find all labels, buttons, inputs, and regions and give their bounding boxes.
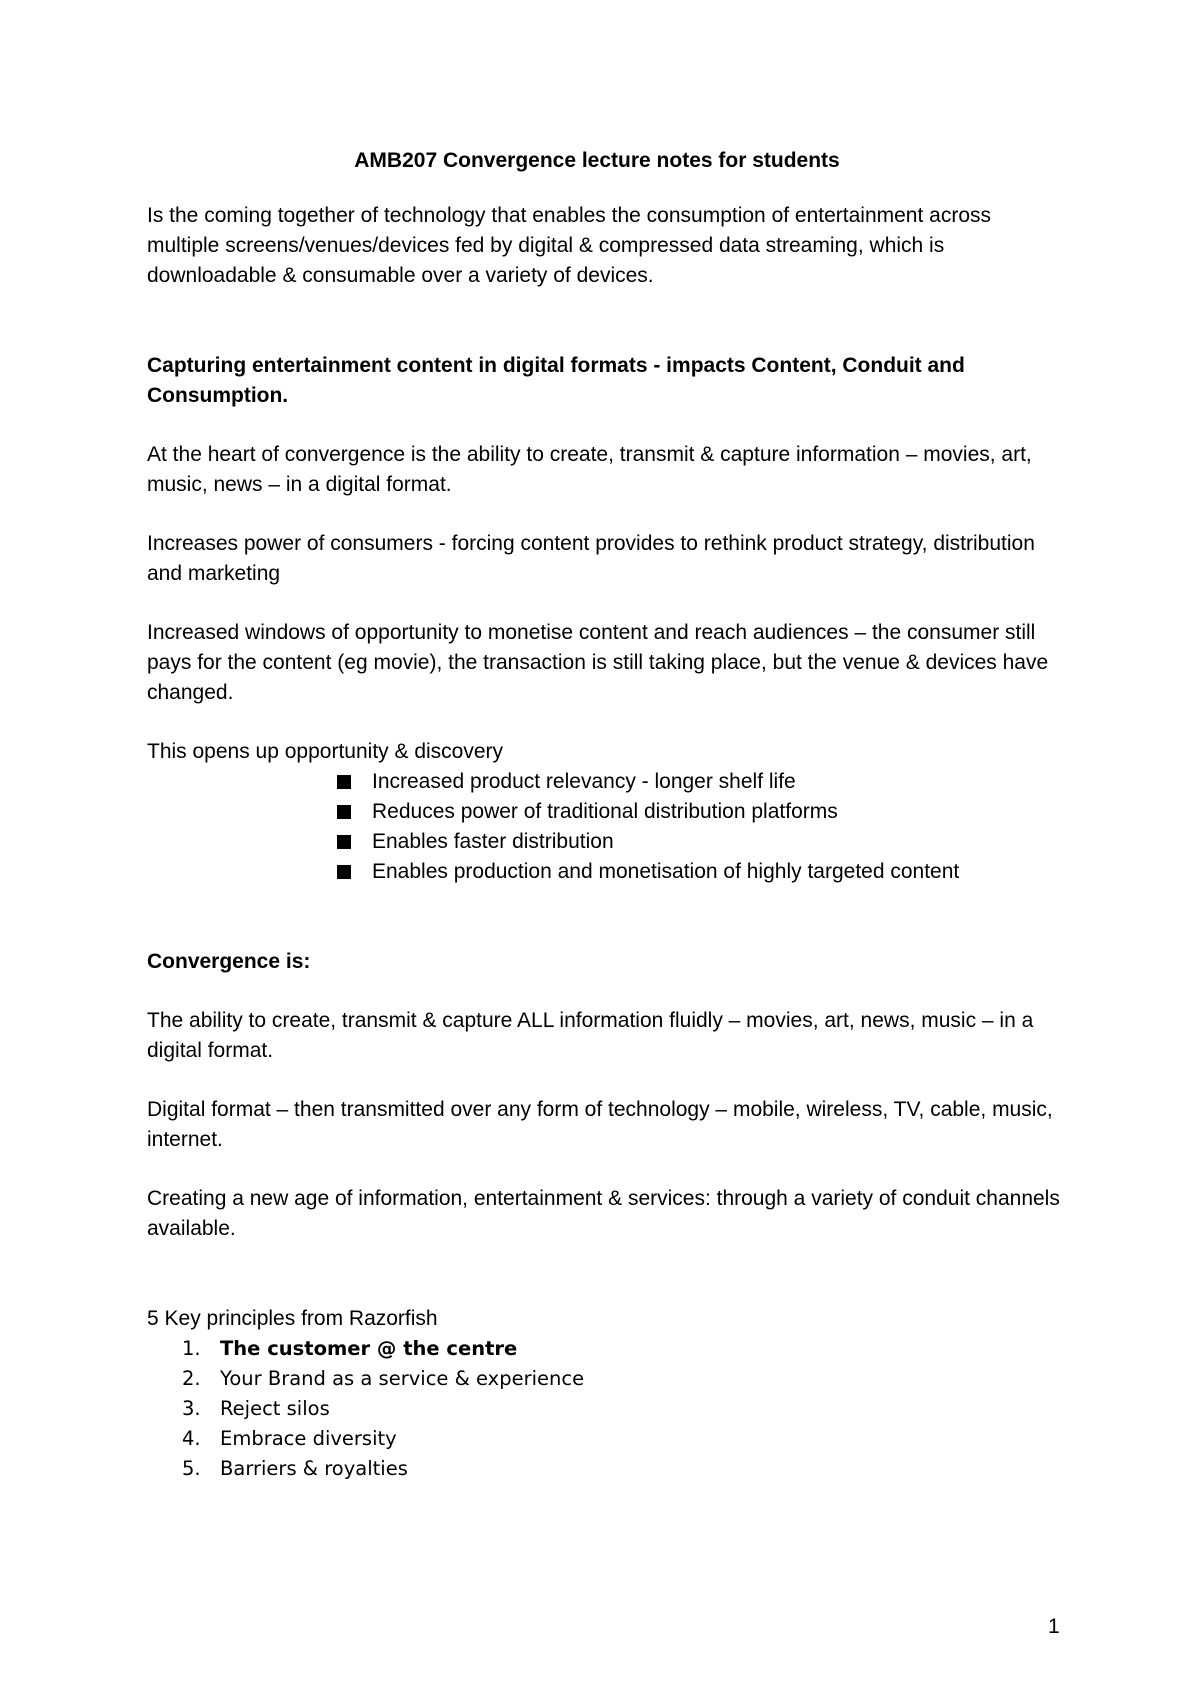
list-item-text: Enables production and monetisation of highly targeted content xyxy=(372,860,960,883)
paragraph-heart-of-convergence: At the heart of convergence is the ability to create, transmit & capture information – movies, art, music, news – in a digital format. xyxy=(147,443,1032,496)
list-item-text: Reduces power of traditional distribution platforms xyxy=(372,800,838,823)
list-item xyxy=(182,1394,1067,1424)
spacer xyxy=(147,1244,1067,1304)
paragraph-digital-format: Digital format – then transmitted over any form of technology – mobile, wireless, TV, cable, music, internet. xyxy=(147,1098,1053,1151)
paragraph-power-of-consumers: Increases power of consumers - forcing content provides to rethink product strategy, distribution and marketing xyxy=(147,532,1035,585)
list-item xyxy=(337,797,1067,827)
spacer xyxy=(147,977,1067,1006)
opportunity-bullet-list xyxy=(147,767,1067,887)
list-item xyxy=(337,857,1067,887)
section-heading-convergence-is: Convergence is: xyxy=(147,950,311,973)
list-item-text: Embrace diversity xyxy=(220,1427,397,1450)
list-number: 5. xyxy=(182,1457,201,1480)
document-body xyxy=(147,146,1067,1484)
list-item-text: Barriers & royalties xyxy=(220,1457,408,1480)
list-item xyxy=(337,827,1067,857)
spacer xyxy=(147,500,1067,529)
paragraph-new-age: Creating a new age of information, entertainment & services: through a variety of conduit channels available. xyxy=(147,1187,1060,1240)
spacer xyxy=(147,708,1067,737)
list-item-text: Your Brand as a service & experience xyxy=(220,1367,585,1390)
section-heading-capturing: Capturing entertainment content in digital formats - impacts Content, Conduit and Consumption. xyxy=(147,354,965,407)
square-bullet-icon xyxy=(337,835,351,849)
list-number: 3. xyxy=(182,1397,201,1420)
spacer xyxy=(147,411,1067,440)
list-item-text: Enables faster distribution xyxy=(372,830,614,853)
list-number: 1. xyxy=(182,1337,201,1360)
list-item xyxy=(182,1364,1067,1394)
list-item-text: The customer @ the centre xyxy=(220,1337,518,1360)
spacer xyxy=(147,1155,1067,1184)
paragraph-windows-of-opportunity: Increased windows of opportunity to monetise content and reach audiences – the consumer still pays for the content (eg movie), the transaction is still taking place, but the venue & devices have changed. xyxy=(147,621,1049,704)
paragraph-opens-up: This opens up opportunity & discovery xyxy=(147,740,504,763)
list-item-text: Reject silos xyxy=(220,1397,330,1420)
square-bullet-icon xyxy=(337,865,351,879)
list-item xyxy=(182,1334,1067,1364)
square-bullet-icon xyxy=(337,805,351,819)
list-item xyxy=(182,1454,1067,1484)
principles-list xyxy=(147,1334,1067,1484)
list-item xyxy=(337,767,1067,797)
page-number: 1 xyxy=(1048,1615,1060,1638)
paragraph-ability-fluidly: The ability to create, transmit & capture ALL information fluidly – movies, art, news, music – in a digital format. xyxy=(147,1009,1034,1062)
square-bullet-icon xyxy=(337,775,351,789)
spacer xyxy=(147,887,1067,947)
list-item xyxy=(182,1424,1067,1454)
spacer xyxy=(147,291,1067,351)
intro-paragraph: Is the coming together of technology that enables the consumption of entertainment across multiple screens/venues/devices fed by digital & compressed data streaming, which is downloadable & consumable over a variety of devices. xyxy=(147,204,992,287)
spacer xyxy=(147,589,1067,618)
list-item-text: Increased product relevancy - longer shelf life xyxy=(372,770,796,793)
list-number: 2. xyxy=(182,1367,201,1390)
principles-heading: 5 Key principles from Razorfish xyxy=(147,1307,438,1330)
document-title: AMB207 Convergence lecture notes for students xyxy=(354,149,840,172)
list-number: 4. xyxy=(182,1427,201,1450)
spacer xyxy=(147,1066,1067,1095)
